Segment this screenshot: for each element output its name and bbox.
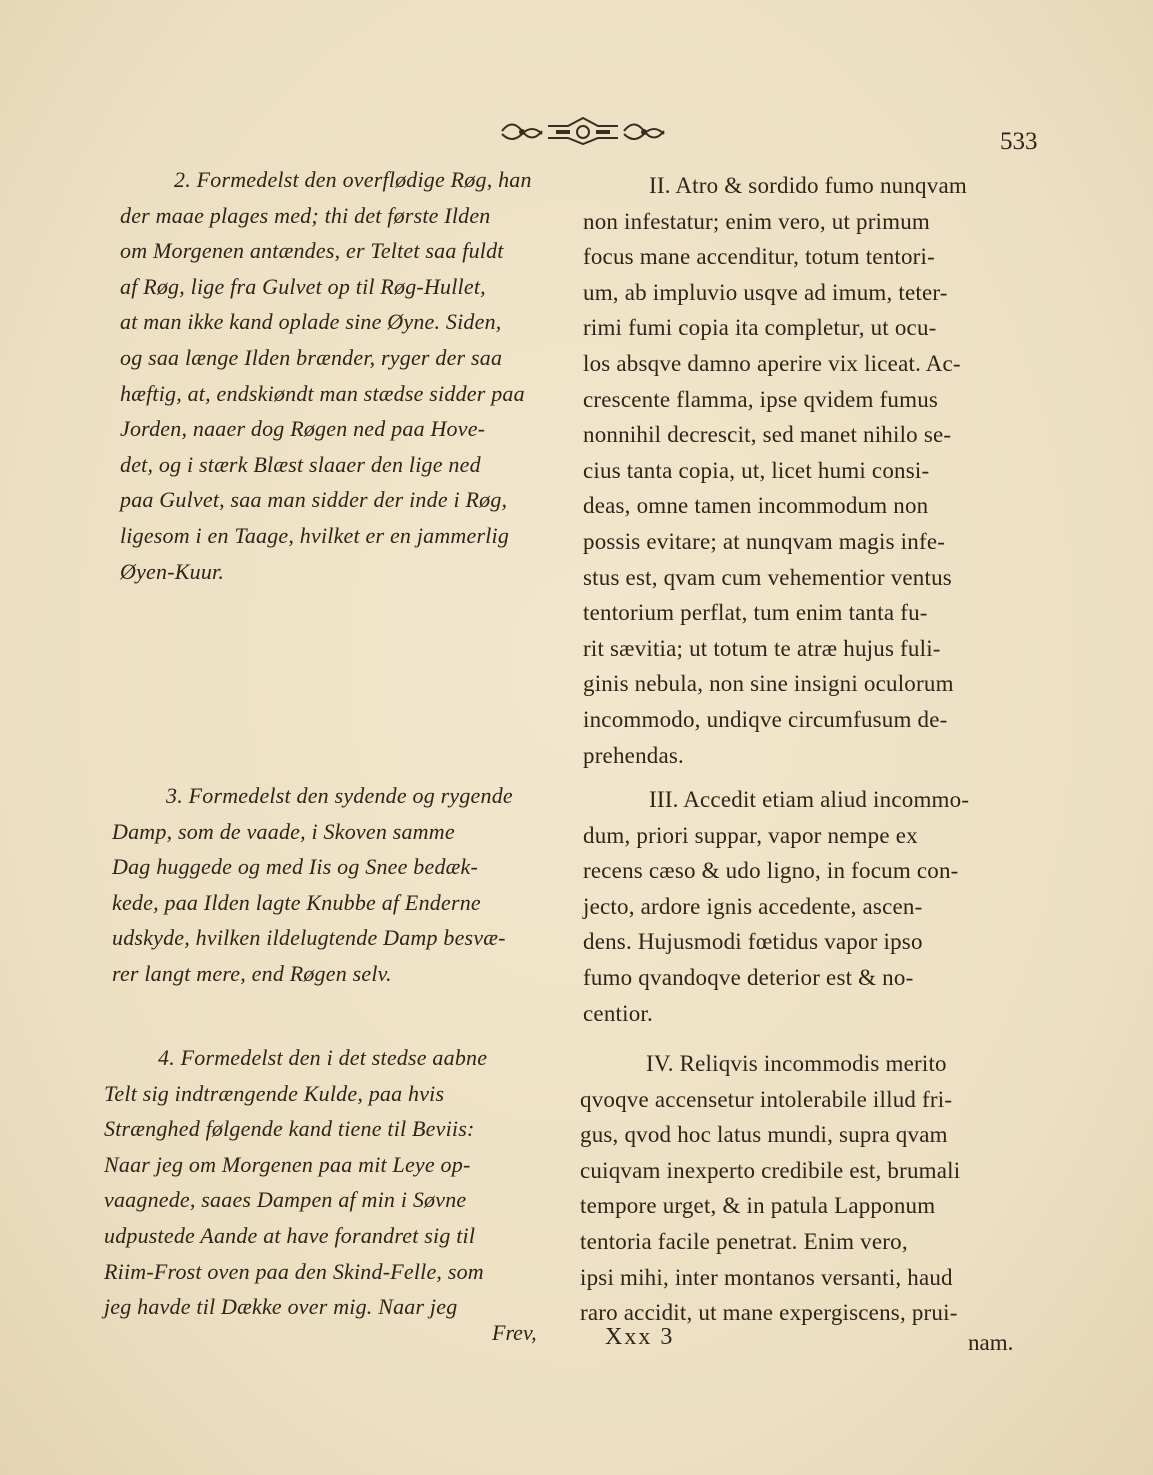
text-line: rit sævitia; ut totum te atræ hujus fuli- xyxy=(583,635,941,661)
text-line: dens. Hujusmodi fœtidus vapor ipso xyxy=(583,929,923,955)
text-line: jeg havde til Dække over mig. Naar jeg xyxy=(104,1294,458,1320)
text-line: 4. Formedelst den i det stedse aabne xyxy=(158,1045,488,1070)
ornament-band-icon xyxy=(498,114,668,148)
text-line: hæftig, at, endskiøndt man stædse sidder paa xyxy=(120,380,525,406)
text-line: fumo qvandoqve deterior est & no- xyxy=(583,964,914,990)
text-line: incommodo, undiqve circumfusum de- xyxy=(583,706,948,732)
text-line: om Morgenen antændes, er Teltet saa fuldt xyxy=(120,238,504,264)
catchword-left: Frev, xyxy=(492,1320,537,1345)
text-line: vaagnede, saaes Dampen af min i Søvne xyxy=(104,1187,467,1213)
text-line: det, og i stærk Blæst slaaer den lige ned xyxy=(120,451,481,477)
text-line: kede, paa Ilden lagte Knubbe af Enderne xyxy=(112,889,481,915)
text-line: IV. Reliqvis incommodis merito xyxy=(646,1051,947,1076)
text-line: cuiqvam inexperto credibile est, brumali xyxy=(580,1157,961,1183)
text-line: dum, priori suppar, vapor nempe ex xyxy=(583,822,918,848)
text-line: ligesom i en Taage, hvilket er en jammerlig xyxy=(120,522,510,548)
text-line: focus mane accenditur, totum tentori- xyxy=(583,244,935,270)
text-line: qvoqve accensetur intolerabile illud fri- xyxy=(580,1086,953,1112)
text-line: paa Gulvet, saa man sidder der inde i Røg, xyxy=(120,487,508,513)
left-paragraph-4 xyxy=(104,1040,570,1325)
text-line: ginis nebula, non sine insigni oculorum xyxy=(583,671,954,697)
text-line: stus est, qvam cum vehementior ventus xyxy=(583,564,952,590)
text-line: gus, qvod hoc latus mundi, supra qvam xyxy=(580,1122,948,1148)
text-line: af Røg, lige fra Gulvet op til Røg-Hullet, xyxy=(120,273,486,299)
text-line: Dag huggede og med Iis og Snee bedæk- xyxy=(112,854,479,880)
text-line: II. Atro & sordido fumo nunqvam xyxy=(649,173,967,198)
text-line: III. Accedit etiam aliud incommo- xyxy=(649,787,970,812)
text-line: um, ab impluvio usqve ad imum, teter- xyxy=(583,279,948,305)
text-line: Naar jeg om Morgenen paa mit Leye op- xyxy=(104,1151,471,1177)
text-line: rimi fumi copia ita completur, ut ocu- xyxy=(583,315,937,341)
text-line: Øyen-Kuur. xyxy=(120,558,225,584)
left-paragraph-2 xyxy=(120,162,570,589)
page-number: 533 xyxy=(1000,128,1038,155)
text-line: prehendas. xyxy=(583,742,684,768)
text-line: jecto, ardore ignis accedente, ascen- xyxy=(583,893,923,919)
text-line: rer langt mere, end Røgen selv. xyxy=(112,960,392,986)
text-line: centior. xyxy=(583,1000,653,1026)
text-line: non infestatur; enim vero, ut primum xyxy=(583,208,931,234)
signature-mark: Xxx 3 xyxy=(605,1324,675,1350)
text-line: Riim-Frost oven paa den Skind-Felle, som xyxy=(104,1258,484,1284)
text-line: los absqve damno aperire vix liceat. Ac- xyxy=(583,350,961,376)
text-line: udpustede Aande at have forandret sig til xyxy=(104,1222,476,1248)
text-line: raro accidit, ut mane expergiscens, prui- xyxy=(580,1300,958,1326)
text-line: tentoria facile penetrat. Enim vero, xyxy=(580,1228,908,1254)
text-line: crescente flamma, ipse qvidem fumus xyxy=(583,386,939,412)
text-line: der maae plages med; thi det første Ilden xyxy=(120,202,491,228)
right-paragraph-II xyxy=(583,168,1043,773)
text-line: deas, omne tamen incommodum non xyxy=(583,493,929,519)
text-line: Strænghed følgende kand tiene til Beviis: xyxy=(104,1116,475,1142)
text-line: Jorden, naaer dog Røgen ned paa Hove- xyxy=(120,416,486,442)
text-line: nonnihil decrescit, sed manet nihilo se- xyxy=(583,422,952,448)
text-line: Telt sig indtrængende Kulde, paa hvis xyxy=(104,1080,445,1106)
text-line: og saa længe Ilden brænder, ryger der saa xyxy=(120,344,503,370)
text-line: cius tanta copia, ut, licet humi consi- xyxy=(583,457,930,483)
text-line: 3. Formedelst den sydende og rygende xyxy=(166,783,513,808)
text-line: at man ikke kand oplade sine Øyne. Siden, xyxy=(120,309,502,335)
right-paragraph-III xyxy=(583,782,1043,1031)
text-line: udskyde, hvilken ildelugtende Damp besvæ- xyxy=(112,925,506,951)
text-line: tempore urget, & in patula Lapponum xyxy=(580,1193,936,1219)
text-line: tentorium perflat, tum enim tanta fu- xyxy=(583,600,928,626)
catchword-right: nam. xyxy=(968,1330,1014,1355)
text-line: possis evitare; at nunqvam magis infe- xyxy=(583,528,946,554)
text-line: Damp, som de vaade, i Skoven samme xyxy=(112,818,455,844)
left-paragraph-3 xyxy=(112,778,570,992)
text-line: recens cæso & udo ligno, in focum con- xyxy=(583,858,959,884)
text-line: 2. Formedelst den overflødige Røg, han xyxy=(174,167,532,192)
text-line: ipsi mihi, inter montanos versanti, haud xyxy=(580,1264,953,1290)
right-paragraph-IV xyxy=(580,1046,1040,1331)
